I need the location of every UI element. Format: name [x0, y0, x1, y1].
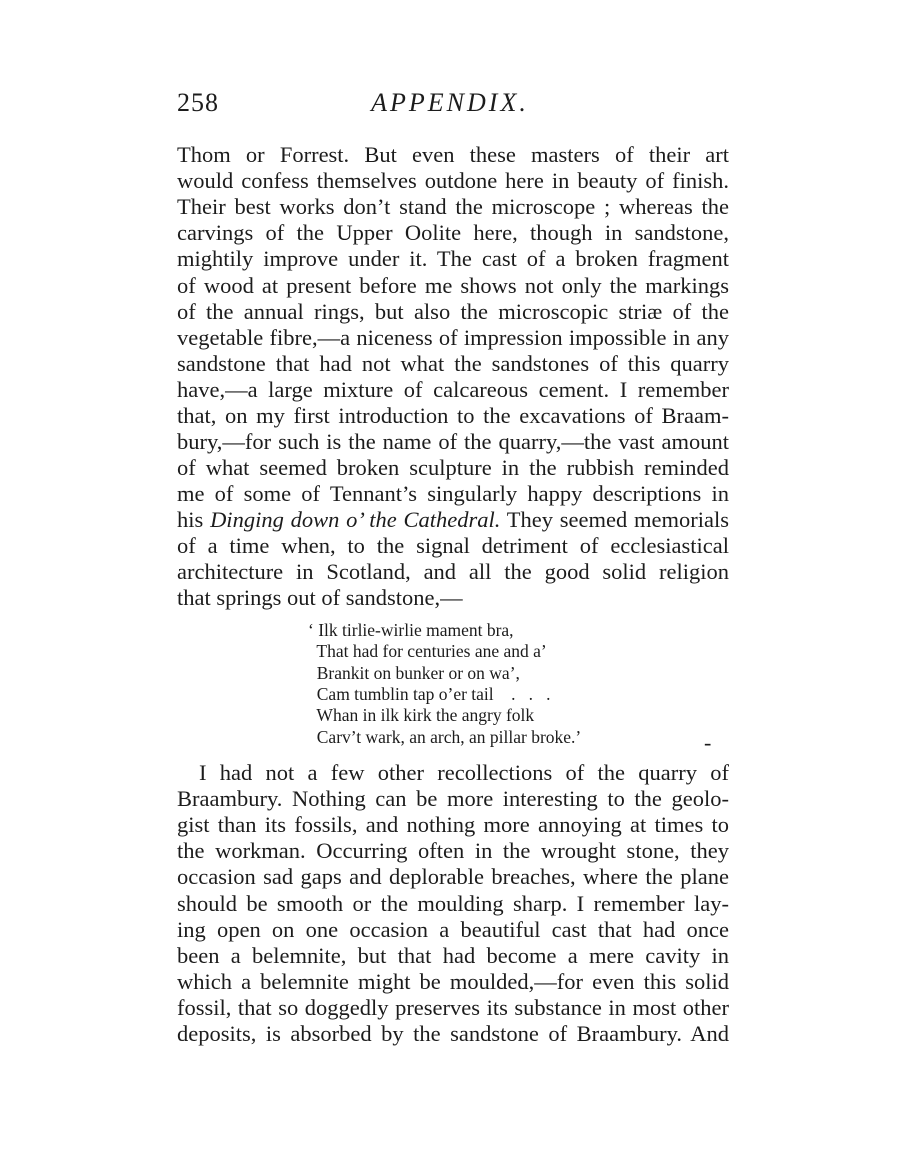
verse-line: Brankit on bunker or on wa’, [308, 662, 520, 683]
paragraph-line: deposits, is absorbed by the sandstone of Braambury. And [177, 1021, 729, 1046]
paragraph-line: architecture in Scotland, and all the good solid religion [177, 559, 729, 585]
paragraph-line: of what seemed broken sculpture in the rubbish reminded [177, 455, 729, 481]
stray-mark: - [704, 730, 712, 755]
page-number: 258 [177, 88, 219, 117]
verse-line: ‘ Ilk tirlie-wirlie mament bra, [308, 620, 514, 640]
paragraph-line: have,—a large mixture of calcareous cement. I remember [177, 376, 729, 402]
paragraph-line [177, 507, 729, 533]
paragraph-line: of a time when, to the signal detriment of ecclesiastical [177, 533, 729, 558]
verse-line: Carv’t wark, an arch, an pillar broke.’ [308, 726, 582, 747]
paragraph-line: Thom or Forrest. But even these masters of their art [177, 142, 729, 167]
verse-line: That had for centuries ane and a’ [308, 641, 547, 662]
paragraph-line: of wood at present before me shows not only the markings [177, 272, 729, 298]
paragraph-line: sandstone that had not what the sandstones of this quarry [177, 350, 729, 376]
paragraph-line: Braambury. Nothing can be more interesting to the geolo- [177, 786, 729, 812]
paragraph-line: gist than its fossils, and nothing more annoying at times to [177, 812, 729, 838]
poem-title: Dinging down o’ the Cathedral. [210, 507, 501, 532]
paragraph-line: the workman. Occurring often in the wrought stone, they [177, 838, 729, 864]
paragraph-line: me of some of Tennant’s singularly happy descriptions in [177, 481, 729, 507]
paragraph-line: I had not a few other recollections of the quarry of [199, 760, 729, 785]
paragraph-line: occasion sad gaps and deplorable breaches, where the plane [177, 864, 729, 890]
paragraph-line: that, on my first introduction to the excavations of Braam- [177, 403, 729, 428]
paragraph-line: bury,—for such is the name of the quarry,—the vast amount [177, 429, 729, 455]
line-text-before: his [177, 507, 211, 532]
running-title: APPENDIX. [371, 88, 529, 117]
paragraph-line: should be smooth or the moulding sharp. I remember lay- [177, 890, 729, 916]
paragraph-line: which a belemnite might be moulded,—for even this solid [177, 968, 729, 994]
paragraph-line: fossil, that so doggedly preserves its substance in most other [177, 994, 729, 1020]
paragraph-line: mightily improve under it. The cast of a broken fragment [177, 246, 729, 272]
verse-line: Whan in ilk kirk the angry folk [308, 705, 535, 726]
verse-line: Cam tumblin tap o’er tail . . . [308, 683, 551, 704]
paragraph-line: carvings of the Upper Oolite here, though in sandstone, [177, 220, 729, 246]
paragraph-line: of the annual rings, but also the microscopic striæ of the [177, 298, 729, 324]
paragraph-line: would confess themselves outdone here in beauty of finish. [177, 168, 729, 194]
paragraph-line: vegetable fibre,—a niceness of impression impossible in any [177, 324, 729, 350]
paragraph-line: that springs out of sandstone,— [177, 585, 463, 611]
line-text-after: They seemed memorials [500, 507, 730, 532]
paragraph-line: ing open on one occasion a beautiful cast that had once [177, 916, 729, 942]
paragraph-line: Their best works don’t stand the microscope ; whereas the [177, 194, 729, 220]
paragraph-line: been a belemnite, but that had become a mere cavity in [177, 942, 729, 968]
